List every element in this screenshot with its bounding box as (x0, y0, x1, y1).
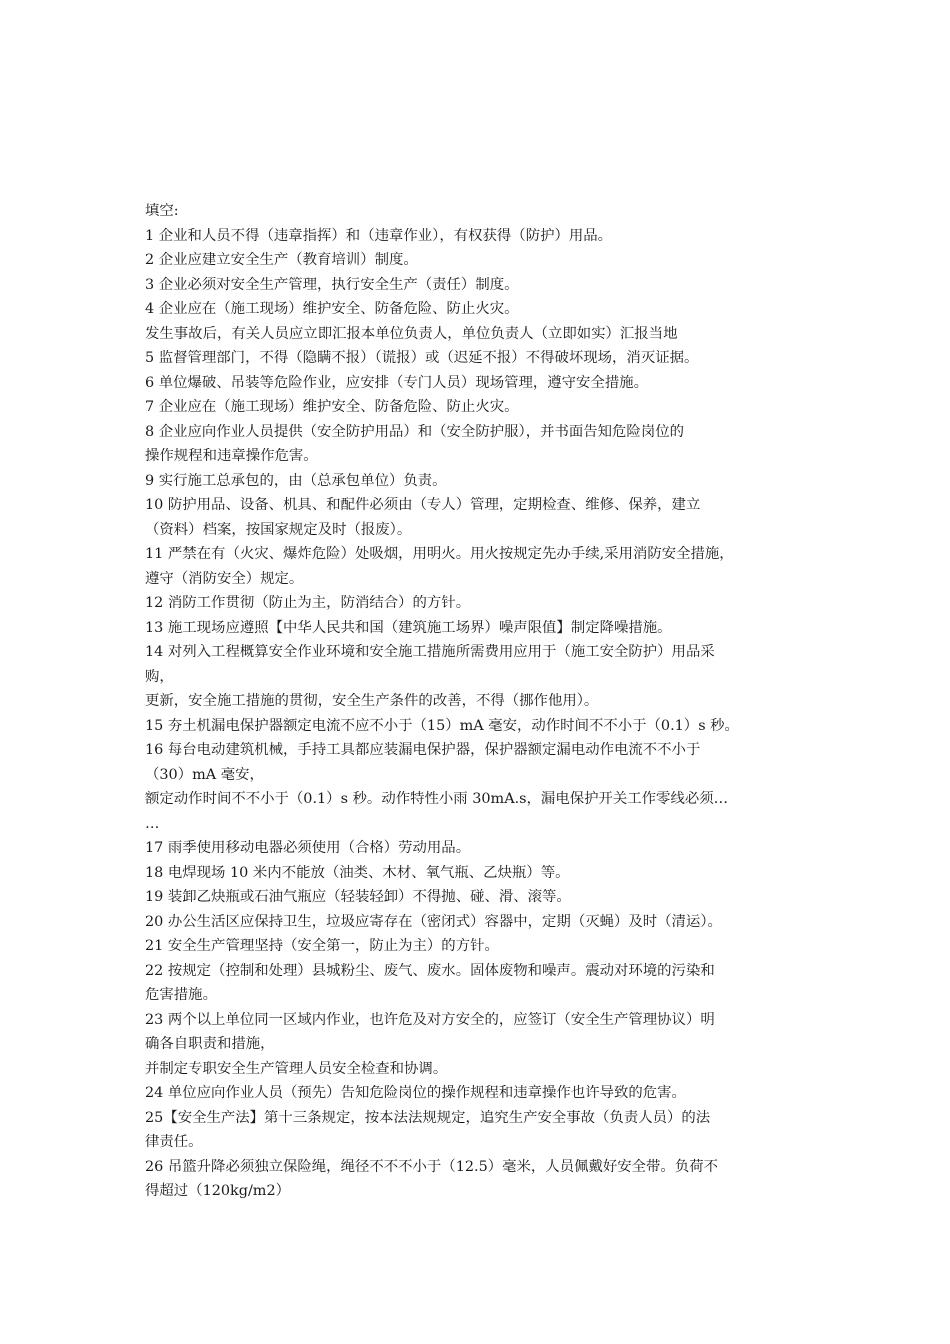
text-line: 4 企业应在（施工现场）维护安全、防备危险、防止火灾。 (145, 301, 519, 317)
text-line: 律责任。 (145, 1134, 203, 1150)
text-line: 操作规程和违章操作危害。 (145, 448, 318, 464)
text-line: 22 按规定（控制和处理）县城粉尘、废气、废水。固体废物和噪声。震动对环境的污染和 (145, 962, 715, 979)
text-line: 10 防护用品、设备、机具、和配件必须由（专人）管理，定期检查、维修、保养，建立 (145, 497, 701, 513)
text-line: 18 电焊现场 10 米内不能放（油类、木材、氧气瓶、乙炔瓶）等。 (145, 864, 570, 881)
text-line: 确各自职责和措施， (145, 1036, 275, 1052)
text-line: （资料）档案，按国家规定及时（报废）。 (145, 521, 412, 538)
text-line: 20 办公生活区应保持卫生，垃圾应寄存在（密闭式）容器中，定期（灭蝇）及时（清运）。 (145, 913, 722, 930)
text-line: 遵守（消防安全）规定。 (145, 570, 304, 587)
text-line: 13 施工现场应遵照【中华人民共和国（建筑施工场界）噪声限值】制定降噪措施。 (145, 619, 672, 636)
text-line: 14 对列入工程概算安全作业环境和安全施工措施所需费用应用于（施工安全防护）用品采 (145, 644, 715, 660)
text-line: 26 吊篮升降必须独立保险绳，绳径不不不小于（12.5）毫米，人员佩戴好安全带。负荷不 (145, 1158, 718, 1175)
text-line: （30）mA 毫安， (145, 766, 264, 783)
text-line: 7 企业应在（施工现场）维护安全、防备危险、防止火灾。 (145, 399, 519, 415)
text-line: 3 企业必须对安全生产管理，执行安全生产（责任）制度。 (145, 276, 519, 293)
text-line: 21 安全生产管理坚持（安全第一，防止为主）的方针。 (145, 938, 499, 954)
document-body (145, 199, 813, 1204)
text-line: 15 夯土机漏电保护器额定电流不应不小于（15）mA 毫安，动作时间不不小于（0.1）s 秒。 (145, 717, 739, 734)
text-line: 危害措施。 (145, 987, 217, 1003)
text-line: 12 消防工作贯彻（防止为主，防消结合）的方针。 (145, 595, 471, 611)
text-line: 并制定专职安全生产管理人员安全检查和协调。 (145, 1060, 448, 1077)
text-line: 19 装卸乙炔瓶或石油气瓶应（轻装轻卸）不得抛、碰、滑、滚等。 (145, 889, 571, 905)
text-line: 得超过（120kg/m2） (145, 1183, 291, 1199)
text-line: … (145, 815, 160, 832)
text-line: 16 每台电动建筑机械，手持工具都应装漏电保护器，保护器额定漏电动作电流不不小于 (145, 742, 701, 758)
text-line: 25【安全生产法】第十三条规定，按本法法规规定，追究生产安全事故（负责人员）的法 (145, 1109, 711, 1126)
text-line: 更新，安全施工措施的贯彻，安全生产条件的改善，不得（挪作他用）。 (145, 693, 599, 709)
text-line: 17 雨季使用移动电器必须使用（合格）劳动用品。 (145, 840, 471, 856)
text-line: 5 监督管理部门，不得（隐瞒不报）（谎报）或（迟延不报）不得破坏现场，消灭证据。 (145, 350, 699, 366)
document-heading: 填空: (145, 203, 179, 219)
text-line: 1 企业和人员不得（违章指挥）和（违章作业），有权获得（防护）用品。 (145, 227, 613, 244)
text-line: 24 单位应向作业人员（预先）告知危险岗位的操作规程和违章操作也许导致的危害。 (145, 1085, 686, 1101)
text-line: 额定动作时间不不小于（0.1）s 秒。动作特性小雨 30mA.s，漏电保护开关工作零线必须… (145, 791, 729, 807)
text-line: 9 实行施工总承包的，由（总承包单位）负责。 (145, 472, 447, 489)
text-line: 购， (145, 668, 174, 685)
text-line: 23 两个以上单位同一区域内作业，也许危及对方安全的，应签订（安全生产管理协议）明 (145, 1011, 715, 1028)
text-line: 6 单位爆破、吊装等危险作业，应安排（专门人员）现场管理，遵守安全措施。 (145, 374, 649, 391)
text-line: 2 企业应建立安全生产（教育培训）制度。 (145, 252, 418, 268)
text-line: 8 企业应向作业人员提供（安全防护用品）和（安全防护服），并书面告知危险岗位的 (145, 423, 684, 440)
text-line: 11 严禁在有（火灾、爆炸危险）处吸烟，用明火。用火按规定先办手续,采用消防安全措施， (145, 546, 734, 562)
text-line: 发生事故后，有关人员应立即汇报本单位负责人，单位负责人（立即如实）汇报当地 (145, 325, 678, 342)
